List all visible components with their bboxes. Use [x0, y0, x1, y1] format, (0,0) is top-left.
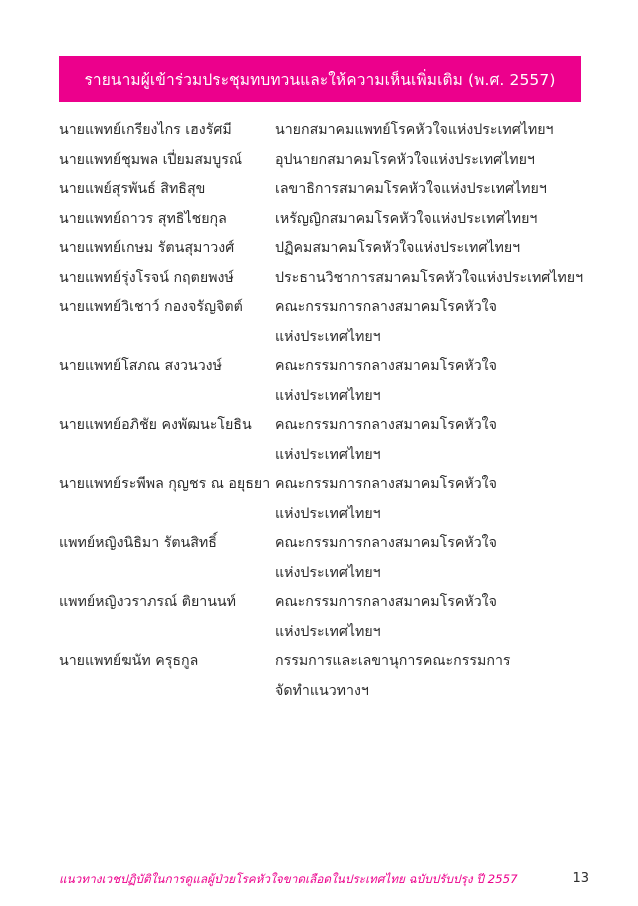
participant-row — [59, 264, 604, 294]
page-title: รายนามผู้เข้าร่วมประชุมทบทวนและให้ความเห็นเพิ่มเติม (พ.ศ. 2557) — [84, 70, 556, 89]
participant-role — [275, 529, 604, 588]
participant-name: นายแพทย์ระพีพล กุญชร ณ อยุธยา — [59, 476, 271, 492]
page-footer — [59, 868, 589, 890]
participant-row — [59, 116, 604, 146]
page-number: 13 — [572, 871, 589, 886]
participant-row — [59, 588, 604, 647]
participant-list — [59, 116, 604, 706]
footer-text: แนวทางเวชปฏิบัติในการดูแลผู้ป่วยโรคหัวใจขาดเลือดในประเทศไทย ฉบับปรับปรุง ปี 2557 — [59, 872, 518, 886]
participant-role — [275, 293, 604, 352]
participant-role — [275, 116, 604, 146]
participant-role — [275, 470, 604, 529]
participant-row — [59, 175, 604, 205]
participant-row — [59, 647, 604, 706]
participant-name: นายแพทย์เกษม รัตนสุมาวงศ์ — [59, 240, 235, 256]
participant-role-line: แห่งประเทศไทยฯ — [275, 328, 381, 345]
participant-role-line: ปฏิคมสมาคมโรคหัวใจแห่งประเทศไทยฯ — [275, 240, 521, 256]
participant-role — [275, 205, 604, 235]
participant-role-line: คณะกรรมการกลางสมาคมโรคหัวใจ — [275, 594, 497, 610]
participant-row — [59, 293, 604, 352]
participant-role — [275, 411, 604, 470]
participant-role-line: คณะกรรมการกลางสมาคมโรคหัวใจ — [275, 358, 497, 374]
participant-name: นายแพทย์ฆนัท ครุธกูล — [59, 653, 199, 669]
participant-role-line: แห่งประเทศไทยฯ — [275, 623, 381, 640]
participant-role-line: แห่งประเทศไทยฯ — [275, 564, 381, 581]
participant-role — [275, 175, 604, 205]
title-banner — [59, 56, 581, 102]
participant-name: นายแพทย์โสภณ สงวนวงษ์ — [59, 358, 222, 374]
participant-role-line: แห่งประเทศไทยฯ — [275, 446, 381, 463]
participant-name: นายแพย์สุรพันธ์ สิทธิสุข — [59, 181, 206, 197]
participant-role-line: อุปนายกสมาคมโรคหัวใจแห่งประเทศไทยฯ — [275, 151, 535, 168]
participant-role-line: กรรมการและเลขานุการคณะกรรมการ — [275, 653, 511, 669]
participant-role-line: เหรัญญิกสมาคมโรคหัวใจแห่งประเทศไทยฯ — [275, 210, 538, 227]
participant-role — [275, 588, 604, 647]
participant-name: นายแพทย์ถาวร สุทธิไชยกุล — [59, 210, 227, 227]
participant-name: นายแพทย์เกรียงไกร เฮงรัศมี — [59, 122, 232, 138]
participant-role — [275, 352, 604, 411]
participant-role — [275, 264, 604, 294]
participant-name: นายแพทย์วิเชาว์ กองจรัญจิตต์ — [59, 299, 243, 315]
participant-role-line: คณะกรรมการกลางสมาคมโรคหัวใจ — [275, 476, 497, 492]
participant-row — [59, 411, 604, 470]
participant-role-line: คณะกรรมการกลางสมาคมโรคหัวใจ — [275, 535, 497, 551]
participant-name: นายแพทย์ชุมพล เปี่ยมสมบูรณ์ — [59, 151, 242, 168]
participant-row — [59, 470, 604, 529]
participant-role-line: จัดทำแนวทางฯ — [275, 682, 369, 699]
participant-role-line: คณะกรรมการกลางสมาคมโรคหัวใจ — [275, 417, 497, 433]
participant-name: นายแพทย์อภิชัย คงพัฒนะโยธิน — [59, 417, 252, 433]
participant-name: แพทย์หญิงนิธิมา รัตนสิทธิ์ — [59, 535, 217, 551]
participant-name: นายแพทย์รุ่งโรจน์ กฤตยพงษ์ — [59, 269, 234, 286]
participant-role-line: คณะกรรมการกลางสมาคมโรคหัวใจ — [275, 299, 497, 315]
participant-row — [59, 234, 604, 264]
participant-role — [275, 647, 604, 706]
participant-row — [59, 529, 604, 588]
participant-role — [275, 146, 604, 176]
participant-role-line: แห่งประเทศไทยฯ — [275, 387, 381, 404]
participant-role-line: แห่งประเทศไทยฯ — [275, 505, 381, 522]
participant-role-line: ประธานวิชาการสมาคมโรคหัวใจแห่งประเทศไทยฯ — [275, 269, 584, 286]
participant-row — [59, 205, 604, 235]
participant-row — [59, 146, 604, 176]
participant-role-line: เลขาธิการสมาคมโรคหัวใจแห่งประเทศไทยฯ — [275, 181, 547, 197]
participant-name: แพทย์หญิงวราภรณ์ ติยานนท์ — [59, 594, 236, 610]
participant-row — [59, 352, 604, 411]
participant-role — [275, 234, 604, 264]
participant-role-line: นายกสมาคมแพทย์โรคหัวใจแห่งประเทศไทยฯ — [275, 122, 554, 138]
